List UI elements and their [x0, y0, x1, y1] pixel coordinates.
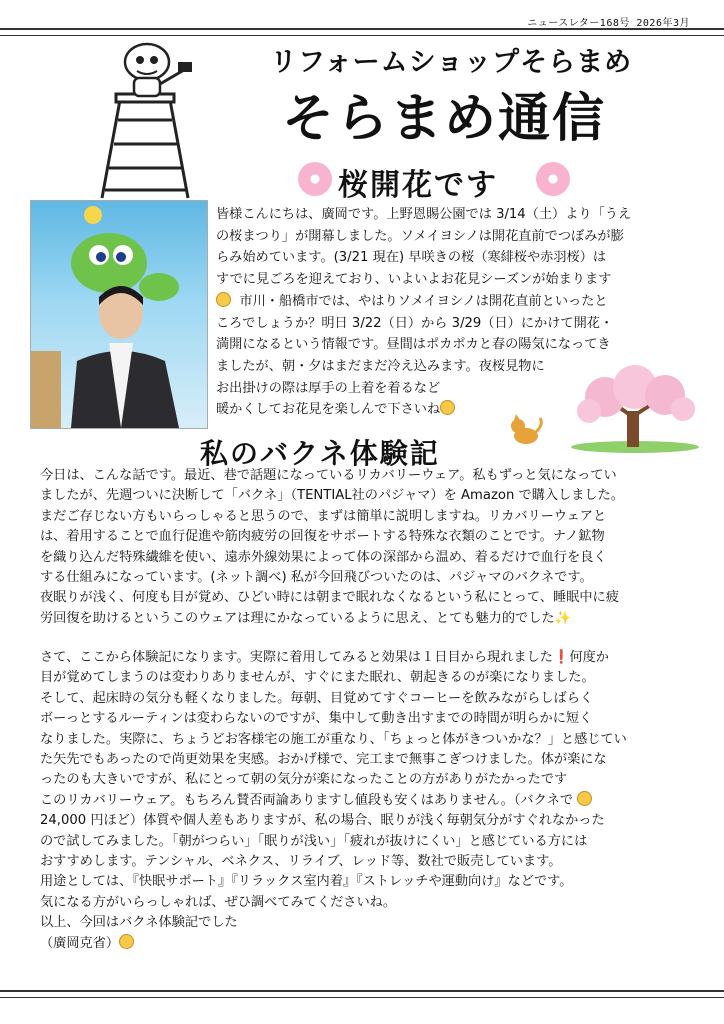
article-line-text: このリカバリーウェア。もちろん賛否両論ありますし値段も安くはありません。（バクネで	[40, 792, 574, 808]
bakune-experience-paragraph	[40, 648, 695, 954]
bakune-intro-paragraph	[40, 466, 695, 629]
article-line	[40, 791, 695, 811]
article-line-text: さて、ここから体験記になります。実際に着用してみると効果は１日目から現れました	[40, 650, 553, 665]
article-line: ましたが、先週ついに決断して「バクネ」（TENTIAL社のパジャマ）を Amazon で購入しました。	[40, 488, 624, 504]
section-heading-sakura: 桜開花です	[338, 168, 498, 203]
article-line: ころでしょうか？明日 3/22（日）から 3/29（日）にかけて開花・	[216, 315, 614, 331]
red-exclamation-icon: ❗	[553, 650, 570, 665]
article-line-text: 労回復を助けるというこのウェアは理にかなっているように思え、とても魅力的でした	[40, 610, 555, 626]
shop-name: リフォームショップそらまめ	[270, 47, 633, 78]
article-line: すでに見ごろを迎えており、いよいよお花見シーズンが始まります	[216, 272, 612, 288]
article-line-text: 市川・船橋市では、やはりソメイヨシノは開花直前といったと	[239, 293, 608, 309]
article-line: なりました。実際に、ちょうどお客様宅の施工が重なり、「ちょっと体がきついかな？」と感じてい	[40, 731, 627, 747]
article-line: お出掛けの際は厚手の上着を着るなど	[216, 380, 441, 396]
smile-emoji-icon	[119, 934, 134, 949]
smile-emoji-icon	[440, 400, 455, 415]
article-line	[40, 648, 695, 668]
article-line	[40, 934, 695, 954]
article-line: 夜眠りが浅く、何度も目が覚め、ひどい時には朝まで眠れなくなるという私にとって、睡眠中に疲	[40, 590, 619, 606]
article-line: の桜まつり」が開幕しました。ソメイヨシノは開花直前でつぼみが膨	[216, 228, 624, 244]
author-photo	[30, 200, 208, 429]
smile-emoji-icon	[577, 791, 592, 806]
article-line-text: 暖かくしてお花見を楽しんで下さいね	[216, 402, 441, 418]
article-line: 目が覚めてしまうのは変わりありませんが、すぐにまた眠れ、朝起きるのが楽になりました。	[40, 670, 595, 686]
article-line	[216, 291, 696, 313]
section-heading-bakune: 私のバクネ体験記	[200, 437, 440, 470]
dog-icon	[508, 412, 544, 446]
cherry-tree-icon	[565, 365, 700, 455]
article-line-text: 何度か	[569, 650, 609, 665]
article-line: 以上、今回はバクネ体験記でした	[40, 915, 238, 931]
cherry-blossom-icon	[298, 162, 332, 196]
article-line: 気になる方がいらっしゃれば、ぜひ調べてみてくださいね。	[40, 894, 397, 910]
article-line: する仕組みになっています。(ネット調べ) 私が今回飛びついたのは、パジャマのバクネです。	[40, 570, 593, 586]
article-line: まだご存じない方もいらっしゃると思うので、まずは簡単に説明しますね。リカバリーウェアと	[40, 508, 607, 524]
article-line: そして、起床時の気分も軽くなりました。毎朝、目覚めてすぐコーヒーを飲みながらしばらく	[40, 690, 594, 706]
top-rule	[0, 28, 724, 36]
article-line: おすすめします。テンシャル、ベネクス、リライブ、レッド等、数社で販売しています。	[40, 854, 562, 870]
article-line: らみ始めています。(3/21 現在) 早咲きの桜（寒緋桜や赤羽桜）は	[216, 250, 607, 266]
article-line: 今日は、こんな話です。最近、巷で話題になっているリカバリーウェア。私もずっと気になってい	[40, 468, 617, 483]
article-line	[40, 609, 695, 629]
article-line: 満開になるという情報です。昼間はポカポカと春の陽気になってき	[216, 337, 611, 353]
article-line: 用途としては、『快眠サポート』『リラックス室内着』『ストレッチや運動向け』などです。	[40, 874, 573, 890]
article-line: 皆様こんにちは、廣岡です。上野恩賜公園では 3/14（土）より「うえ	[216, 207, 632, 222]
smile-emoji-icon	[216, 292, 231, 307]
article-line: ボーっとするルーティンは変わらないのですが、集中して動き出すまでの時間が明らかに短く	[40, 711, 593, 727]
article-line-text: （廣岡克省）	[40, 935, 120, 951]
newsletter-masthead: そらまめ通信	[282, 88, 607, 149]
article-line: 24,000 円ほど）体質や個人差もありますが、私の場合、眠りが浅く毎朝気分がすぐれなかった	[40, 813, 605, 829]
article-line: ましたが、朝・夕はまだまだ冷え込みます。夜桜見物に	[216, 358, 545, 374]
article-line: ので試してみました。「朝がつらい」「眠りが浅い」「疲れが抜けにくい」と感じている方には	[40, 833, 588, 849]
issue-number: ニュースレター168号 2026年3月	[527, 18, 690, 29]
article-line: た矢先でもあったので尚更効果を実感。おかげ様で、完工まで無事こぎつけました。体が楽にな	[40, 752, 607, 768]
sparkle-icon: ✨	[554, 610, 571, 626]
mascot-ladder-illustration	[92, 40, 202, 200]
bottom-rule	[0, 990, 724, 998]
article-line: は、着用することで血行促進や筋肉疲労の回復をサポートする特殊な衣類のことです。ナノ鉱物	[40, 529, 605, 545]
article-line: を織り込んだ特殊繊維を使い、遠赤外線効果によって体の深部から温め、着るだけで血行を良く	[40, 549, 607, 565]
cherry-blossom-icon	[536, 162, 570, 196]
article-line: ったのも大きいですが、私にとって朝の気分が楽になったことの方がありがたかったです	[40, 772, 568, 788]
